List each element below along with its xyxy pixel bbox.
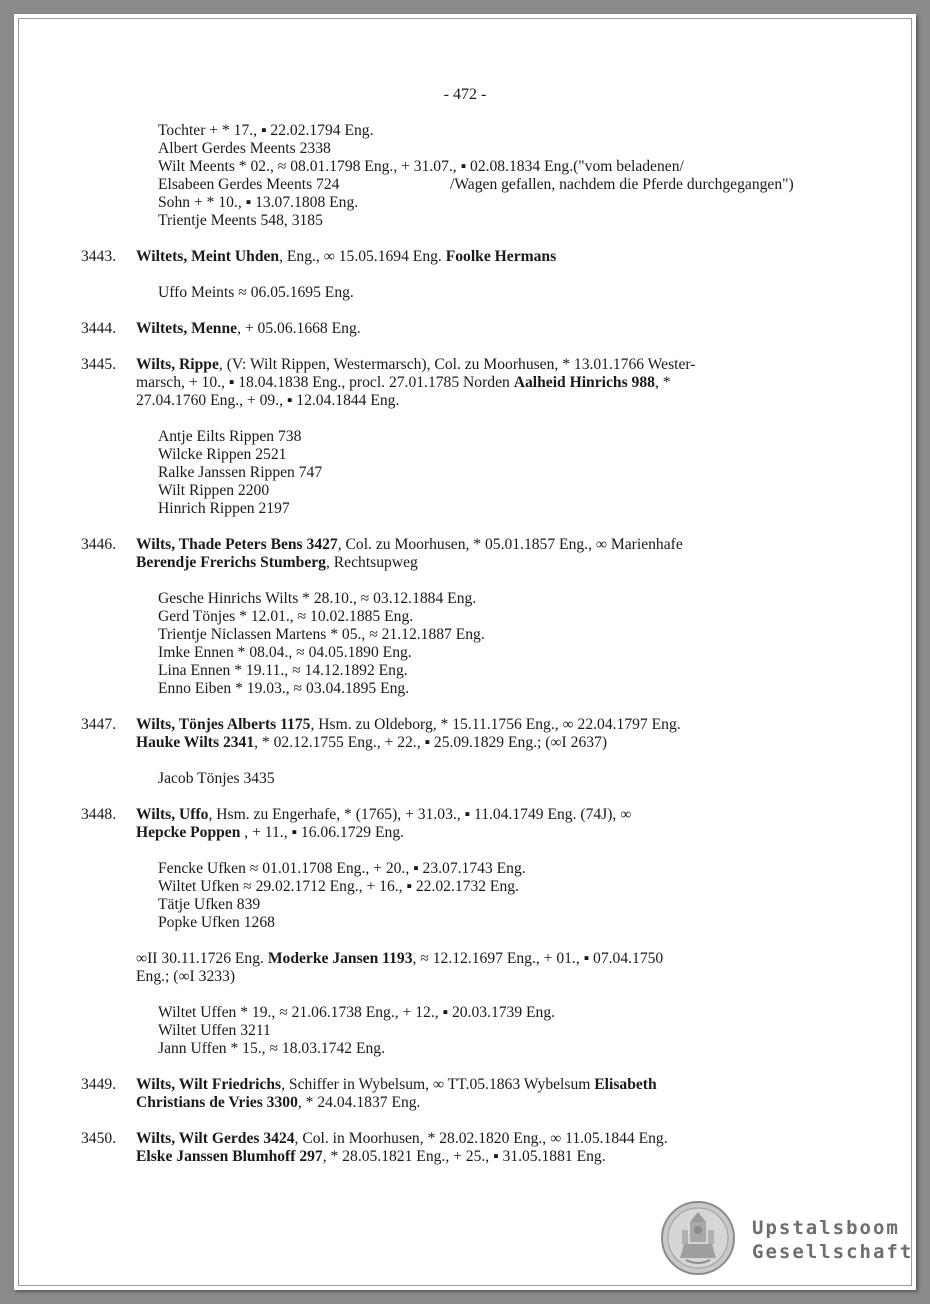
entry-continuation: Eng.; (∞I 3233)	[136, 968, 236, 985]
entry-continuation	[14, 554, 916, 572]
entry-number: 3446.	[81, 536, 117, 553]
entry-continuation: 27.04.1760 Eng., + 09., ▪ 12.04.1844 Eng.	[136, 392, 400, 409]
entry-name: Wilts, Wilt Friedrichs	[136, 1076, 282, 1093]
child-line: Wiltet Uffen * 19., ≈ 21.06.1738 Eng., + 12., ▪ 20.03.1739 Eng.	[158, 1004, 556, 1021]
text-line: Tochter + * 17., ▪ 22.02.1794 Eng.	[158, 122, 374, 139]
entry-text: , Col. zu Moorhusen, * 05.01.1857 Eng., ∞ Marienhafe	[337, 536, 683, 553]
entry-text: , (V: Wilt Rippen, Westermarsch), Col. zu Moorhusen, * 13.01.1766 Wester-	[218, 356, 696, 373]
entry-name: Wiltets, Meint Uhden	[136, 248, 280, 265]
entry-name: Wilts, Rippe	[136, 356, 219, 373]
seal-icon	[660, 1200, 736, 1276]
child-line: Jann Uffen * 15., ≈ 18.03.1742 Eng.	[158, 1040, 385, 1057]
entry-continuation	[14, 734, 916, 752]
child-line: Jacob Tönjes 3435	[158, 770, 275, 787]
entry-number: 3447.	[81, 716, 117, 733]
entry-spouse: Elske Janssen Blumhoff 297	[136, 1148, 323, 1165]
entry-name: Wiltets, Menne	[136, 320, 238, 337]
entry-3447	[14, 716, 916, 734]
entry-spouse: Foolke Hermans	[445, 248, 557, 265]
entry-name: Wilts, Wilt Gerdes 3424	[136, 1130, 295, 1147]
entry-continuation	[14, 1094, 916, 1112]
child-line: Gerd Tönjes * 12.01., ≈ 10.02.1885 Eng.	[158, 608, 414, 625]
entry-spouse: Christians de Vries 3300	[136, 1094, 298, 1111]
entry-continuation	[14, 374, 916, 392]
child-line: Fencke Ufken ≈ 01.01.1708 Eng., + 20., ▪ 23.07.1743 Eng.	[158, 860, 526, 877]
child-line: Wilt Rippen 2200	[158, 482, 270, 499]
entry-3443	[14, 248, 916, 266]
entry-number: 3450.	[81, 1130, 117, 1147]
entry-spouse: Hepcke Poppen	[136, 824, 241, 841]
entry-spouse: Moderke Jansen 1193	[267, 950, 413, 967]
child-line: Lina Ennen * 19.11., ≈ 14.12.1892 Eng.	[158, 662, 408, 679]
entry-3449	[14, 1076, 916, 1094]
entry-spouse: Aalheid Hinrichs 988	[513, 374, 655, 391]
logo-text	[752, 1216, 913, 1264]
child-line: Enno Eiben * 19.03., ≈ 03.04.1895 Eng.	[158, 680, 410, 697]
child-line: Antje Eilts Rippen 738	[158, 428, 302, 445]
logo-line: Gesellschaft	[752, 1241, 914, 1263]
entry-continuation	[14, 824, 916, 842]
entry-name: Wilts, Tönjes Alberts 1175	[136, 716, 311, 733]
text-line: Albert Gerdes Meents 2338	[158, 140, 331, 157]
entry-name: Wilts, Thade Peters Bens 3427	[136, 536, 338, 553]
entry-number: 3448.	[81, 806, 117, 823]
page-number: - 472 -	[443, 86, 487, 103]
entry-number: 3449.	[81, 1076, 117, 1093]
entry-text: , + 05.06.1668 Eng.	[237, 320, 361, 337]
entry-text: , * 24.04.1837 Eng.	[297, 1094, 421, 1111]
entry-spouse: Elisabeth	[594, 1076, 657, 1093]
entry-text: , * 28.05.1821 Eng., + 25., ▪ 31.05.1881 Eng.	[322, 1148, 606, 1165]
entry-name: Wilts, Uffo	[136, 806, 209, 823]
entry-number: 3444.	[81, 320, 117, 337]
entry-number: 3443.	[81, 248, 117, 265]
society-logo	[660, 1200, 914, 1280]
entry-3448	[14, 806, 916, 824]
child-line: Wilcke Rippen 2521	[158, 446, 287, 463]
child-line: Trientje Niclassen Martens * 05., ≈ 21.12.1887 Eng.	[158, 626, 485, 643]
text-line-part: /Wagen gefallen, nachdem die Pferde durchgegangen")	[450, 176, 794, 193]
entry-3446	[14, 536, 916, 554]
entry-number: 3445.	[81, 356, 117, 373]
entry-text: , Rechtsupweg	[325, 554, 418, 571]
entry-3445	[14, 356, 916, 374]
entry-3450	[14, 1130, 916, 1148]
child-line: Tätje Ufken 839	[158, 896, 261, 913]
entry-text: marsch, + 10., ▪ 18.04.1838 Eng., procl. 27.01.1785 Norden	[136, 374, 514, 391]
entry-text: , Hsm. zu Engerhafe, * (1765), + 31.03., ▪ 11.04.1749 Eng. (74J), ∞	[208, 806, 632, 823]
genealogy-text	[14, 122, 916, 1166]
text-line-part: Elsabeen Gerdes Meents 724	[158, 176, 340, 193]
entry-text: , + 11., ▪ 16.06.1729 Eng.	[240, 824, 405, 841]
entry-3444	[14, 320, 916, 338]
logo-line: Upstalsboom	[752, 1217, 900, 1239]
entry-text: , * 02.12.1755 Eng., + 22., ▪ 25.09.1829 Eng.; (∞I 2637)	[254, 734, 608, 751]
text-line: Wilt Meents * 02., ≈ 08.01.1798 Eng., + 31.07., ▪ 02.08.1834 Eng.("vom beladenen/	[158, 158, 684, 175]
text-line: Trientje Meents 548, 3185	[158, 212, 323, 229]
entry-text: , *	[654, 374, 671, 391]
entry-text: , Col. in Moorhusen, * 28.02.1820 Eng., ∞ 11.05.1844 Eng.	[294, 1130, 668, 1147]
child-line: Popke Ufken 1268	[158, 914, 275, 931]
child-line: Imke Ennen * 08.04., ≈ 04.05.1890 Eng.	[158, 644, 412, 661]
second-marriage	[14, 950, 916, 968]
child-line: Uffo Meints ≈ 06.05.1695 Eng.	[158, 284, 354, 301]
child-line: Wiltet Uffen 3211	[158, 1022, 271, 1039]
text-line	[14, 176, 916, 194]
entry-text: ∞II 30.11.1726 Eng.	[136, 950, 268, 967]
entry-spouse: Hauke Wilts 2341	[136, 734, 255, 751]
child-line: Ralke Janssen Rippen 747	[158, 464, 323, 481]
entry-spouse: Berendje Frerichs Stumberg	[136, 554, 326, 571]
entry-continuation	[14, 1148, 916, 1166]
child-line: Gesche Hinrichs Wilts * 28.10., ≈ 03.12.1884 Eng.	[158, 590, 477, 607]
child-line: Hinrich Rippen 2197	[158, 500, 290, 517]
entry-text: , ≈ 12.12.1697 Eng., + 01., ▪ 07.04.1750	[412, 950, 664, 967]
document-page	[14, 14, 916, 1290]
entry-text: , Hsm. zu Oldeborg, * 15.11.1756 Eng., ∞ 22.04.1797 Eng.	[310, 716, 681, 733]
child-line: Wiltet Ufken ≈ 29.02.1712 Eng., + 16., ▪ 22.02.1732 Eng.	[158, 878, 519, 895]
entry-text: , Eng., ∞ 15.05.1694 Eng.	[279, 248, 446, 265]
entry-text: , Schiffer in Wybelsum, ∞ TT.05.1863 Wybelsum	[281, 1076, 595, 1093]
text-line: Sohn + * 10., ▪ 13.07.1808 Eng.	[158, 194, 359, 211]
